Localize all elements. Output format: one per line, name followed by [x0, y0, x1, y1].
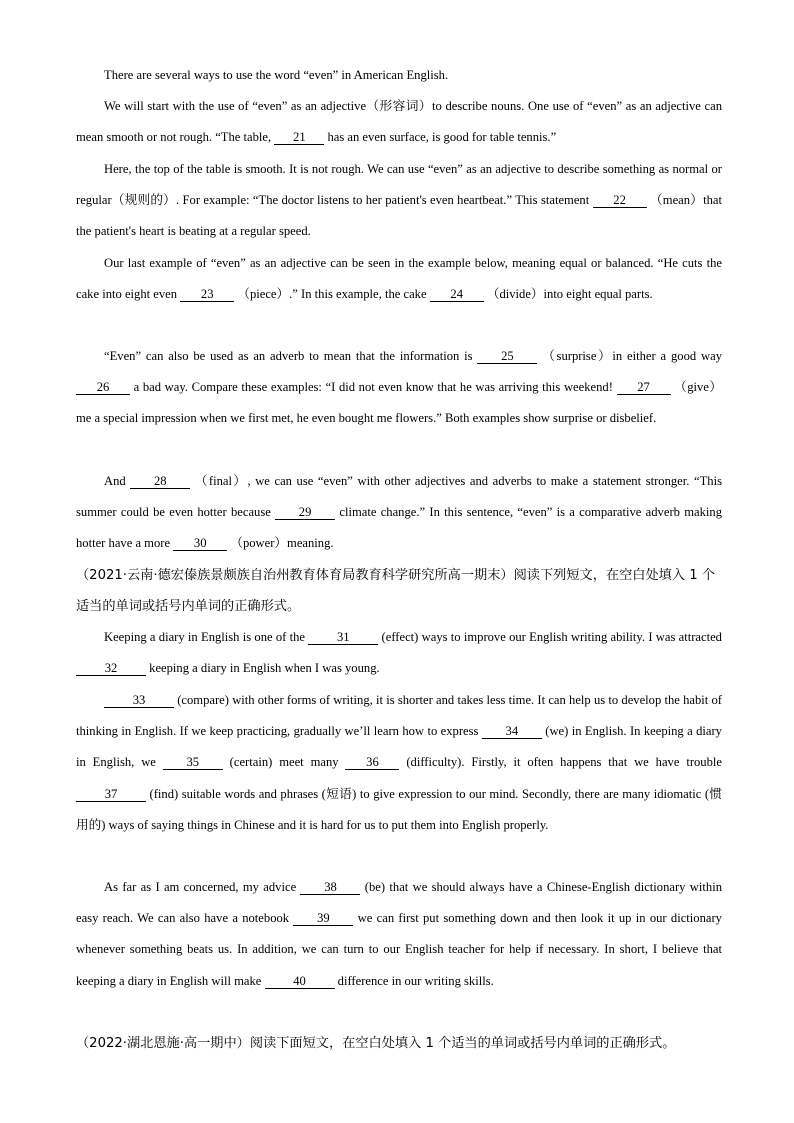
blank-37[interactable]: 37 — [76, 787, 146, 802]
passage1-paragraph-3: Here, the top of the table is smooth. It is not rough. We can use “even” as an adjective to describe something as normal or regular（规则的）. For example: “The doctor listens to her patient's even heartbeat.” This statement 22 （mean）that the patient's heart is beating at a regular speed. — [76, 162, 722, 239]
blank-29[interactable]: 29 — [275, 505, 335, 520]
passage1-paragraph-1: There are several ways to use the word “even” in American English. — [104, 68, 449, 82]
blank-31[interactable]: 31 — [308, 630, 378, 645]
blank-27[interactable]: 27 — [617, 380, 671, 395]
passage1-paragraph-4: Our last example of “even” as an adjective can be seen in the example below, meaning equal or balanced. “He cuts the cake into eight even 23 （piece）.” In this example, the cake 24 （divide）into eight equal parts. — [76, 256, 722, 302]
blank-36[interactable]: 36 — [345, 755, 399, 770]
blank-38[interactable]: 38 — [300, 880, 360, 895]
blank-40[interactable]: 40 — [265, 974, 335, 989]
blank-33[interactable]: 33 — [104, 693, 174, 708]
blank-34[interactable]: 34 — [482, 724, 542, 739]
blank-35[interactable]: 35 — [163, 755, 223, 770]
passage2-paragraph-1: Keeping a diary in English is one of the 31 (effect) ways to improve our English writing ability. I was attracted 32 keeping a diary in English when I was young. — [76, 622, 722, 684]
blank-24[interactable]: 24 — [430, 287, 484, 302]
blank-39[interactable]: 39 — [293, 911, 353, 926]
source-line-2022: （2022·湖北恩施·高一期中）阅读下面短文，在空白处填入 1 个适当的单词或括号内单词的正确形式。 — [76, 1036, 676, 1051]
passage2-paragraph-2: 33 (compare) with other forms of writing, it is shorter and takes less time. It can help us to develop the habit of thinking in English. If we keep practicing, gradually we’ll learn how to express 34 (we) in English. In keeping a diary in English, we 35 (certain) meet many 36 (difficulty). Firstly, it often happens that we have trouble 37 (find) suitable words and phrases (短语) to give expression to our mind. Secondly, there are many idiomatic (惯用的) ways of saying things in Chinese and it is hard for us to put them into English properly. — [76, 693, 722, 832]
blank-26[interactable]: 26 — [76, 380, 130, 395]
blank-23[interactable]: 23 — [180, 287, 234, 302]
blank-30[interactable]: 30 — [173, 536, 227, 551]
blank-28[interactable]: 28 — [130, 474, 190, 489]
passage1-paragraph-6: And 28 （final）, we can use “even” with other adjectives and adverbs to make a statement stronger. “This summer could be even hotter because 29 climate change.” In this sentence, “even” is a comparative adverb making hotter have a more 30 （power）meaning. — [76, 474, 722, 551]
passage1-paragraph-5: “Even” can also be used as an adverb to mean that the information is 25 （surprise）in either a good way 26 a bad way. Compare these examples: “I did not even know that he was arriving this weekend! 27 （give）me a special impression when we first met, he even bought me flowers.” Both examples show surprise or disbelief. — [76, 349, 722, 426]
blank-22[interactable]: 22 — [593, 193, 647, 208]
source-line-2021: （2021·云南·德宏傣族景颇族自治州教育体育局教育科学研究所高一期末）阅读下列短文，在空白处填入 1 个适当的单词或括号内单词的正确形式。 — [76, 568, 715, 615]
blank-25[interactable]: 25 — [477, 349, 537, 364]
passage2-paragraph-3: As far as I am concerned, my advice 38 (be) that we should always have a Chinese-English dictionary within easy reach. We can also have a notebook 39 we can first put something down and then look it up in our dictionary whenever something beats us. In addition, we can turn to our English teacher for help if necessary. In short, I believe that keeping a diary in English will make 40 difference in our writing skills. — [76, 880, 722, 988]
passage1-paragraph-2: We will start with the use of “even” as an adjective（形容词）to describe nouns. One use of “even” as an adjective can mean smooth or not rough. “The table, 21 has an even surface, is good for table tennis.” — [76, 99, 722, 145]
blank-21[interactable]: 21 — [274, 130, 324, 145]
blank-32[interactable]: 32 — [76, 661, 146, 676]
